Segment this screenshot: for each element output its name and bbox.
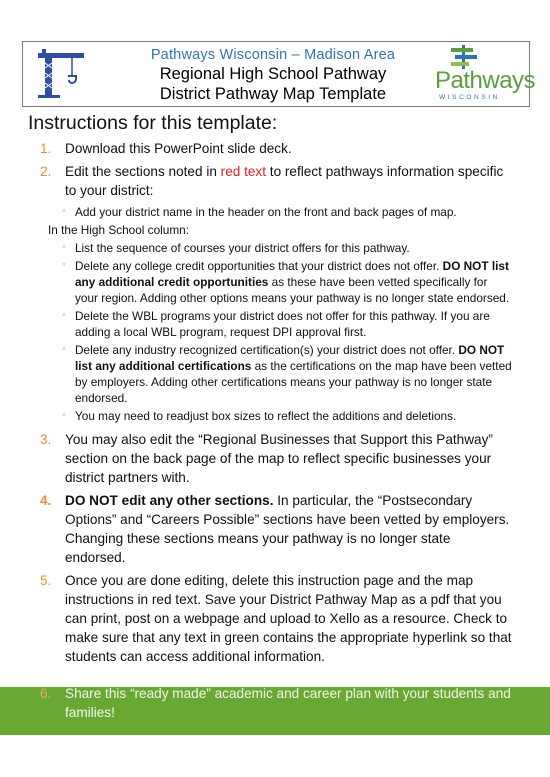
- sub-item: ◦ Delete any industry recognized certification(s) your district does not offer. DO NOT list any additional certifications as the certifications on the map have been vetted by employers. Adding other certifications means your pathway is no longer state endorsed.: [62, 343, 512, 405]
- red-text-label: red text: [220, 164, 267, 179]
- signpost-icon: [449, 45, 479, 69]
- list-item: 6. Share this “ready made” academic and career plan with your students and families!: [40, 686, 511, 720]
- list-item: 1. Download this PowerPoint slide deck.: [40, 141, 292, 156]
- bullet-icon: ◦: [62, 241, 66, 253]
- list-item: 5. Once you are done editing, delete this instruction page and the map instructions in red text. Save your District Pathway Map as a pdf that you can print, post on a webpage and upload to Xello as a resource. Check to make sure that any text in green contains the appropriate hyperlink so that students can access additional information.: [40, 573, 512, 664]
- bullet-icon: ◦: [62, 259, 66, 271]
- instructions-list: [40, 139, 512, 670]
- logo-subtext: WISCONSIN: [439, 94, 500, 101]
- crane-icon: [32, 47, 84, 99]
- sub-item: ◦ Delete any college credit opportunities that your district does not offer. DO NOT list any additional credit opportunities as these have been vetted specifically for your region. Adding other options means your pathway is no longer state endorsed.: [62, 259, 510, 305]
- bullet-icon: ◦: [62, 309, 66, 321]
- header-title-line2: District Pathway Map Template: [159, 85, 387, 103]
- sub-item: ◦ You may need to readjust box sizes to reflect the additions and deletions.: [62, 409, 457, 423]
- sub-item: ◦ Delete the WBL programs your district does not offer for this pathway. If you are adding a local WBL program, request DPI approval first.: [62, 309, 490, 339]
- bullet-icon: ◦: [62, 343, 66, 355]
- sub-item: ◦ Add your district name in the header on the front and back pages of map.: [62, 205, 457, 219]
- page-header: [22, 41, 536, 107]
- list-item: 3. You may also edit the “Regional Businesses that Support this Pathway” section on the back page of the map to reflect specific businesses your district partners with.: [40, 432, 493, 485]
- bullet-icon: ◦: [62, 409, 66, 421]
- header-title-line1: Regional High School Pathway: [159, 65, 387, 83]
- logo-wordmark: Pathways: [435, 67, 536, 94]
- header-subtitle: Pathways Wisconsin – Madison Area: [150, 47, 396, 63]
- pathways-logo: [433, 45, 536, 103]
- instructions-title: Instructions for this template:: [28, 112, 278, 134]
- list-item: 2. Edit the sections noted in red text to reflect pathways information specific to your district:: [40, 164, 504, 198]
- sub-heading: In the High School column:: [48, 223, 189, 237]
- list-item: 4. DO NOT edit any other sections. In particular, the “Postsecondary Options” and “Careers Possible” sections have been vetted by employers. Changing these sections means your pathway is no longer state endorsed.: [40, 493, 510, 565]
- bullet-icon: ◦: [62, 205, 66, 217]
- sub-item: ◦ List the sequence of courses your district offers for this pathway.: [62, 241, 410, 255]
